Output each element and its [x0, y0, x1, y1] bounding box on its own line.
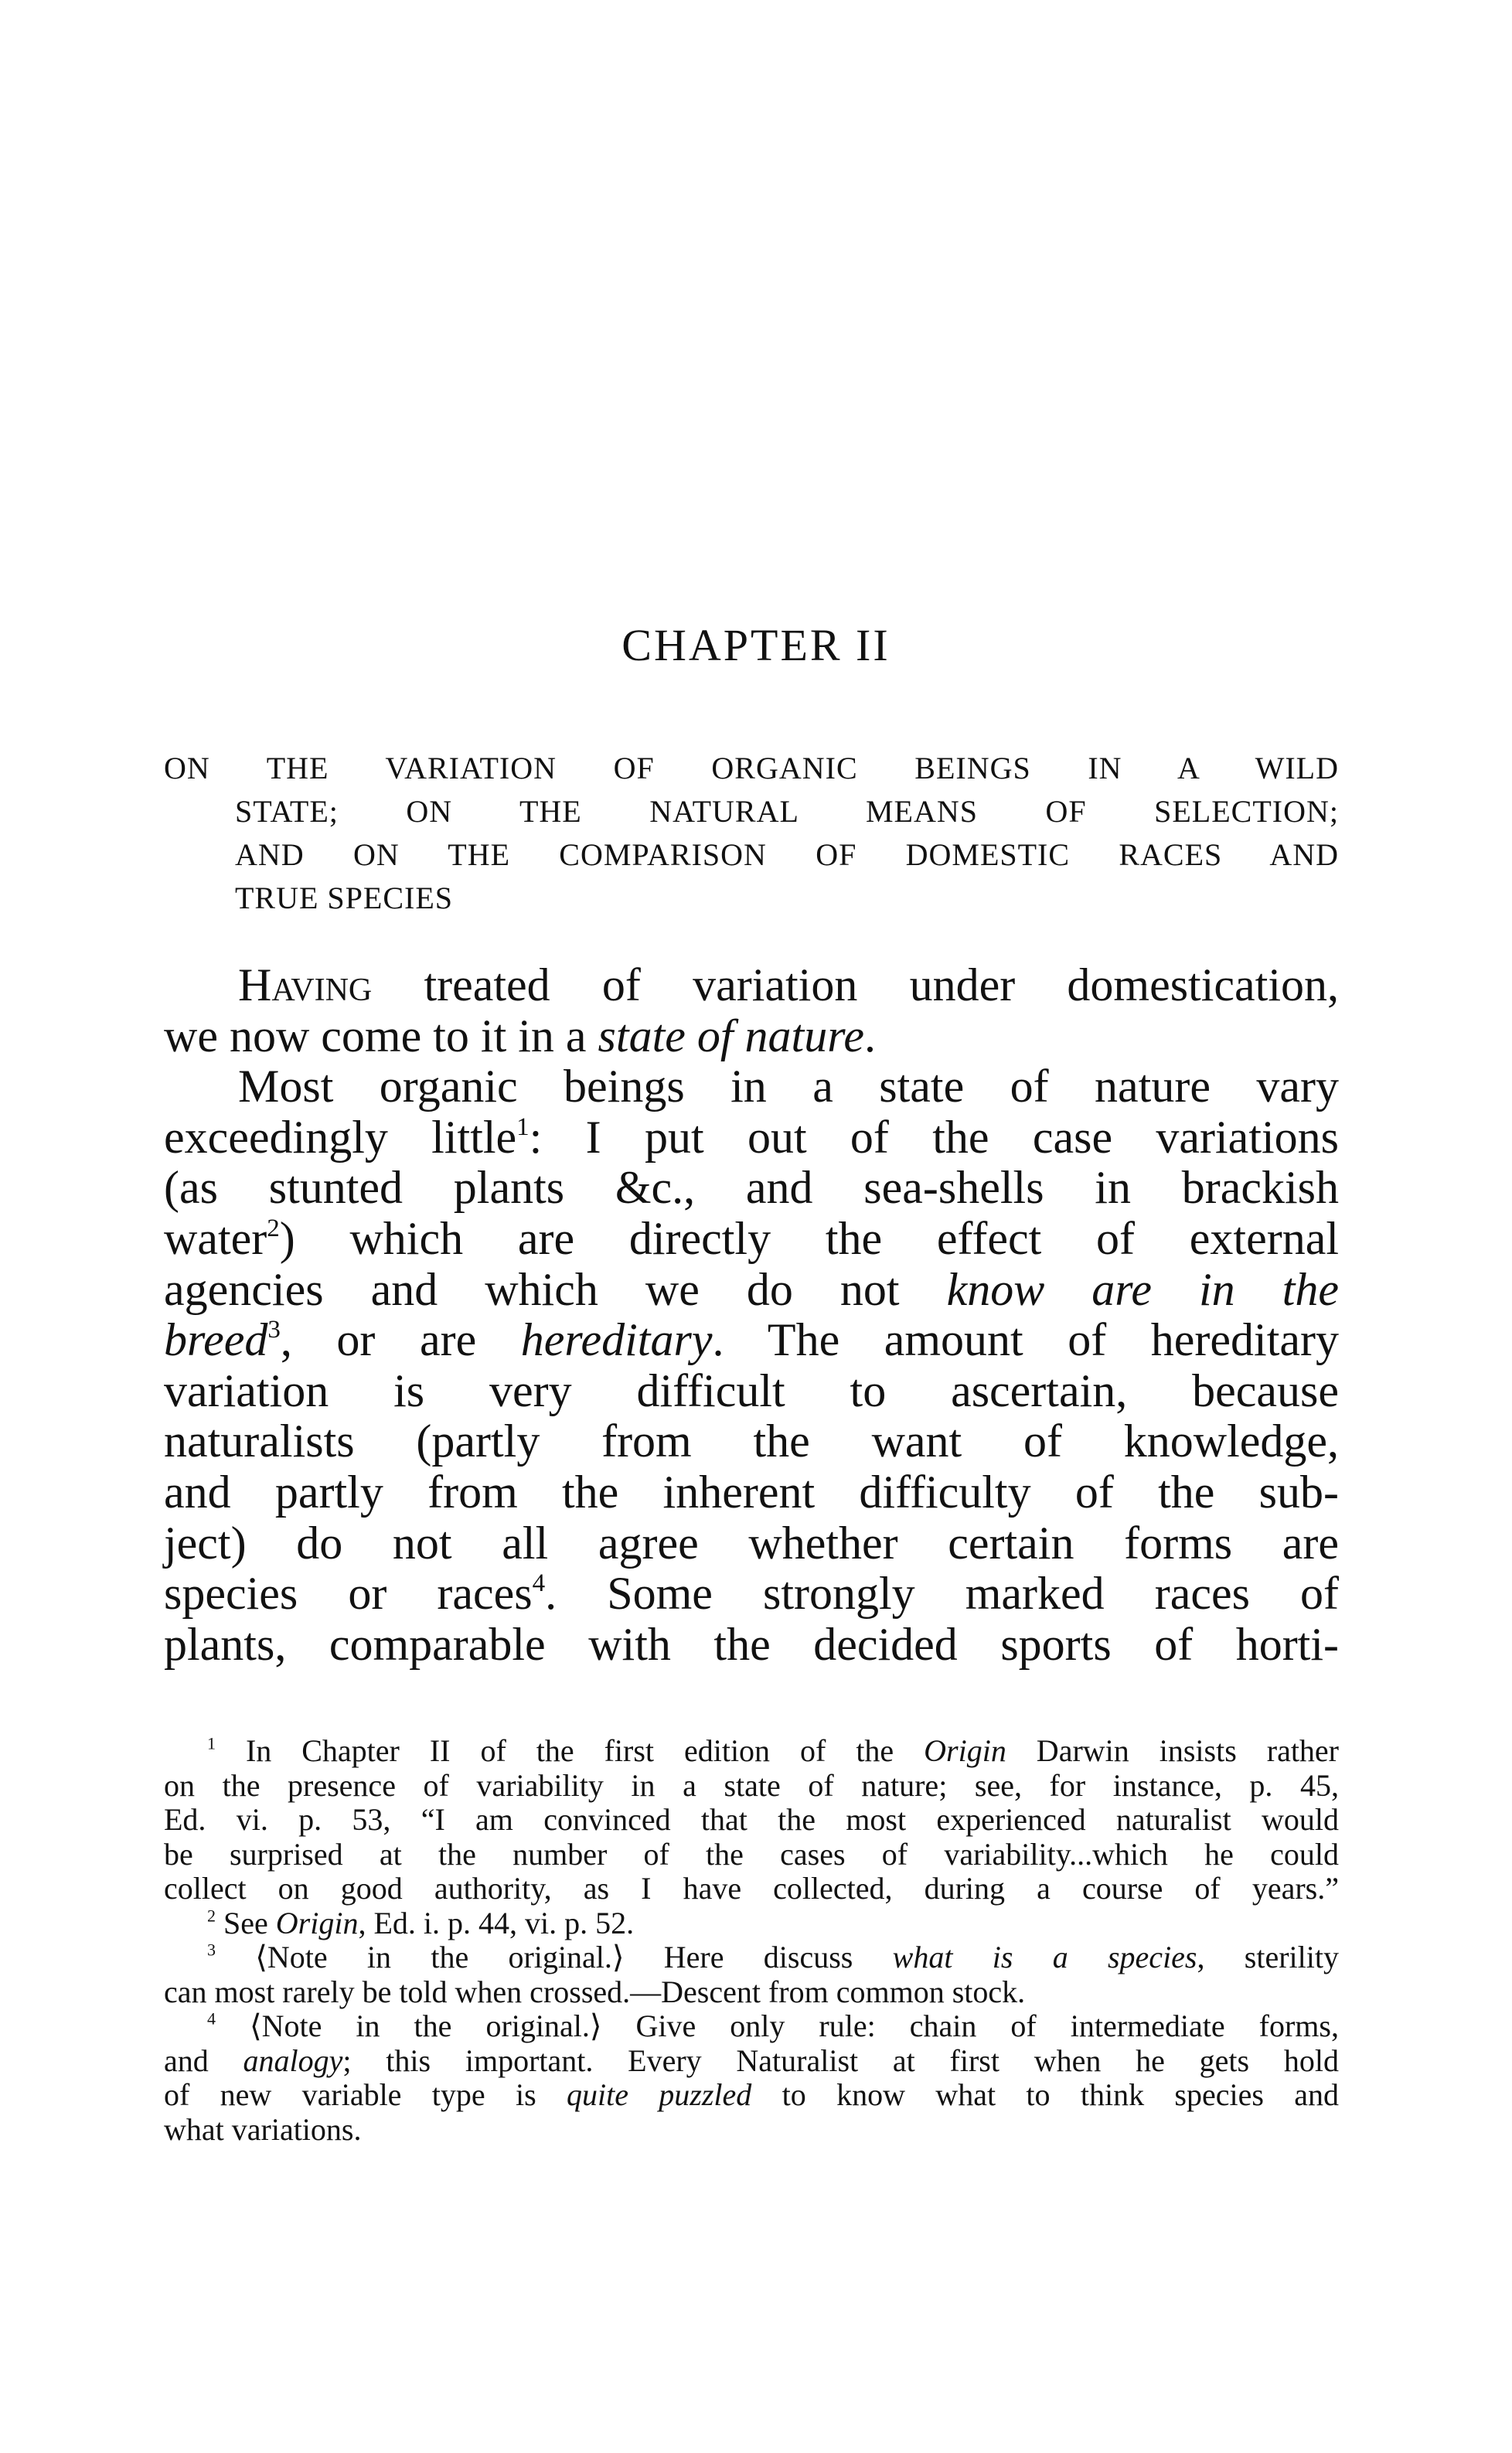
- text-run: to know what to think species and: [751, 2077, 1339, 2112]
- body-line: variation is very difficult to ascertain, because: [164, 1364, 1339, 1416]
- italic-run: what is a species: [892, 1940, 1197, 1974]
- text-run: we now come to it in a: [164, 1010, 598, 1061]
- footnote-2: [164, 1906, 1339, 1941]
- footnote-4: [164, 2009, 1339, 2044]
- body-line: ject) do not all agree whether certain forms are: [164, 1517, 1339, 1569]
- footnote-3: [164, 1940, 1339, 1975]
- footnote-line: what variations.: [164, 2111, 362, 2147]
- body-line: Most organic beings in a state of nature vary: [238, 1061, 1339, 1112]
- footnote-line: can most rarely be told when crossed.—Descent from common stock.: [164, 1974, 1026, 2009]
- body-line: plants, comparable with the decided sports of horti-: [164, 1618, 1339, 1670]
- text-run: agencies and which we do not: [164, 1263, 947, 1315]
- footnote-number: 4: [207, 2008, 216, 2029]
- footnote-ref: 4: [532, 1569, 546, 1598]
- footnote-number: 1: [207, 1733, 216, 1753]
- body-line: naturalists (partly from the want of knowledge,: [164, 1416, 1339, 1467]
- italic-run: analogy: [243, 2042, 343, 2078]
- footnote-line: on the presence of variability in a state of nature; see, for instance, p. 45,: [164, 1767, 1339, 1803]
- body-line: [164, 1011, 1339, 1062]
- footnote-ref: 2: [267, 1214, 280, 1242]
- subtitle-line-3: AND ON THE COMPARISON OF DOMESTIC RACES AND: [235, 837, 1339, 872]
- footnote-line: collect on good authority, as I have collected, during a course of years.”: [164, 1871, 1339, 1906]
- text-run: In Chapter II of the first edition of the: [216, 1733, 925, 1768]
- text-run: ; this important. Every Naturalist at first when he gets hold: [342, 2042, 1339, 2078]
- footnote-line: [164, 2078, 1339, 2113]
- footnote-line: [164, 2044, 1339, 2079]
- text-run: Darwin insists rather: [1006, 1733, 1340, 1768]
- subtitle-line-2: STATE; ON THE NATURAL MEANS OF SELECTION;: [235, 794, 1339, 829]
- italic-run: know are in the: [946, 1263, 1340, 1315]
- footnotes: [164, 1734, 1339, 2147]
- text-run: water: [164, 1212, 267, 1264]
- footnote-1: [164, 1734, 1339, 1769]
- footnote-ref: 1: [516, 1112, 530, 1141]
- chapter-subtitle: [164, 747, 1339, 920]
- text-run: ⟨Note in the original.⟩ Here discuss: [216, 1940, 893, 1974]
- body-line: [164, 1112, 1339, 1163]
- italic-run: hereditary: [520, 1314, 713, 1366]
- text-run: ⟨Note in the original.⟩ Give only rule: chain of intermediate forms,: [216, 2008, 1339, 2043]
- body-line: [164, 1214, 1339, 1265]
- text-run: . The amount of hereditary: [712, 1314, 1339, 1366]
- footnote-line: be surprised at the number of the cases of variability...which he could: [164, 1836, 1339, 1872]
- body-line: and partly from the inherent difficulty of the sub-: [164, 1466, 1339, 1518]
- text-run: , sterility: [1197, 1940, 1339, 1974]
- text-run: and: [164, 2042, 243, 2078]
- body-line: (as stunted plants &c., and sea-shells in brackish: [164, 1162, 1339, 1214]
- italic-run: Origin: [924, 1733, 1006, 1768]
- chapter-title: CHAPTER II: [621, 620, 891, 670]
- body-line: [164, 1569, 1339, 1620]
- italic-run: quite puzzled: [566, 2077, 752, 2112]
- footnote-number: 3: [207, 1940, 216, 1960]
- text-run: of new variable type is: [164, 2077, 567, 2112]
- footnote-line: Ed. vi. p. 53, “I am convinced that the most experienced naturalist would: [164, 1802, 1339, 1837]
- body-line: [164, 960, 1339, 1011]
- text-run: See: [216, 1905, 276, 1940]
- subtitle-line-1: ON THE VARIATION OF ORGANIC BEINGS IN A WILD: [164, 751, 1339, 785]
- footnote-ref: 3: [267, 1316, 281, 1344]
- body-line: [164, 1315, 1339, 1366]
- italic-run: Origin: [275, 1905, 359, 1940]
- text-run: : I put out of the case variations: [529, 1111, 1340, 1163]
- italic-run: breed: [164, 1314, 268, 1366]
- text-run: , Ed. i. p. 44, vi. p. 52.: [358, 1905, 635, 1940]
- text-run: species or races: [164, 1568, 533, 1620]
- italic-run: state of nature: [598, 1010, 864, 1061]
- body-line: [164, 1265, 1339, 1316]
- text-run: .: [863, 1010, 876, 1061]
- opening-word: Having: [238, 959, 373, 1010]
- body-text: [164, 960, 1339, 1670]
- text-run: , or are: [280, 1314, 521, 1366]
- text-run: exceedingly little: [164, 1111, 517, 1163]
- text-run: ) which are directly the effect of external: [279, 1212, 1339, 1264]
- footnote-number: 2: [207, 1906, 216, 1926]
- text-run: treated of variation under domestication,: [372, 959, 1339, 1010]
- subtitle-line-4: TRUE SPECIES: [235, 881, 454, 915]
- text-run: . Some strongly marked races of: [545, 1568, 1339, 1620]
